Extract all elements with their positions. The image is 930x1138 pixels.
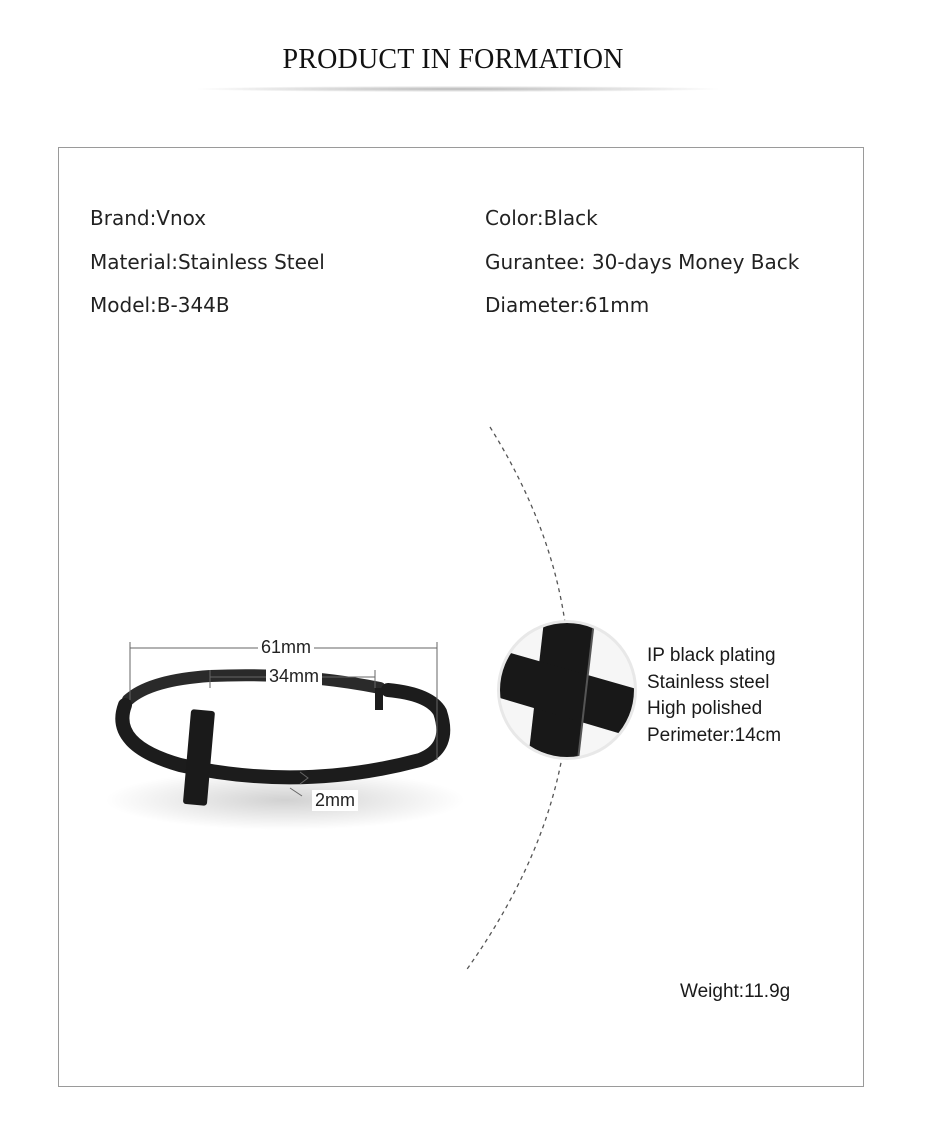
feature-plating: IP black plating (647, 645, 776, 666)
dim-label-34mm: 34mm (266, 666, 322, 687)
bracelet-end-right (375, 688, 383, 710)
feature-finish: High polished (647, 698, 763, 719)
spec-brand: Brand:Vnox (90, 206, 207, 230)
dim-label-61mm: 61mm (258, 637, 314, 658)
page-title: PRODUCT IN FORMATION (282, 44, 624, 75)
spec-guarantee: Gurantee: 30-days Money Back (485, 250, 800, 274)
feature-material: Stainless steel (647, 672, 770, 693)
dim-label-2mm: 2mm (312, 790, 358, 811)
spec-diameter: Diameter:61mm (485, 293, 650, 317)
feature-perimeter: Perimeter:14cm (647, 725, 782, 746)
spec-model: Model:B-344B (90, 293, 230, 317)
spec-color: Color:Black (485, 206, 598, 230)
spec-material: Material:Stainless Steel (90, 250, 325, 274)
bracelet-back (128, 675, 380, 700)
weight-label: Weight:11.9g (680, 981, 791, 1002)
